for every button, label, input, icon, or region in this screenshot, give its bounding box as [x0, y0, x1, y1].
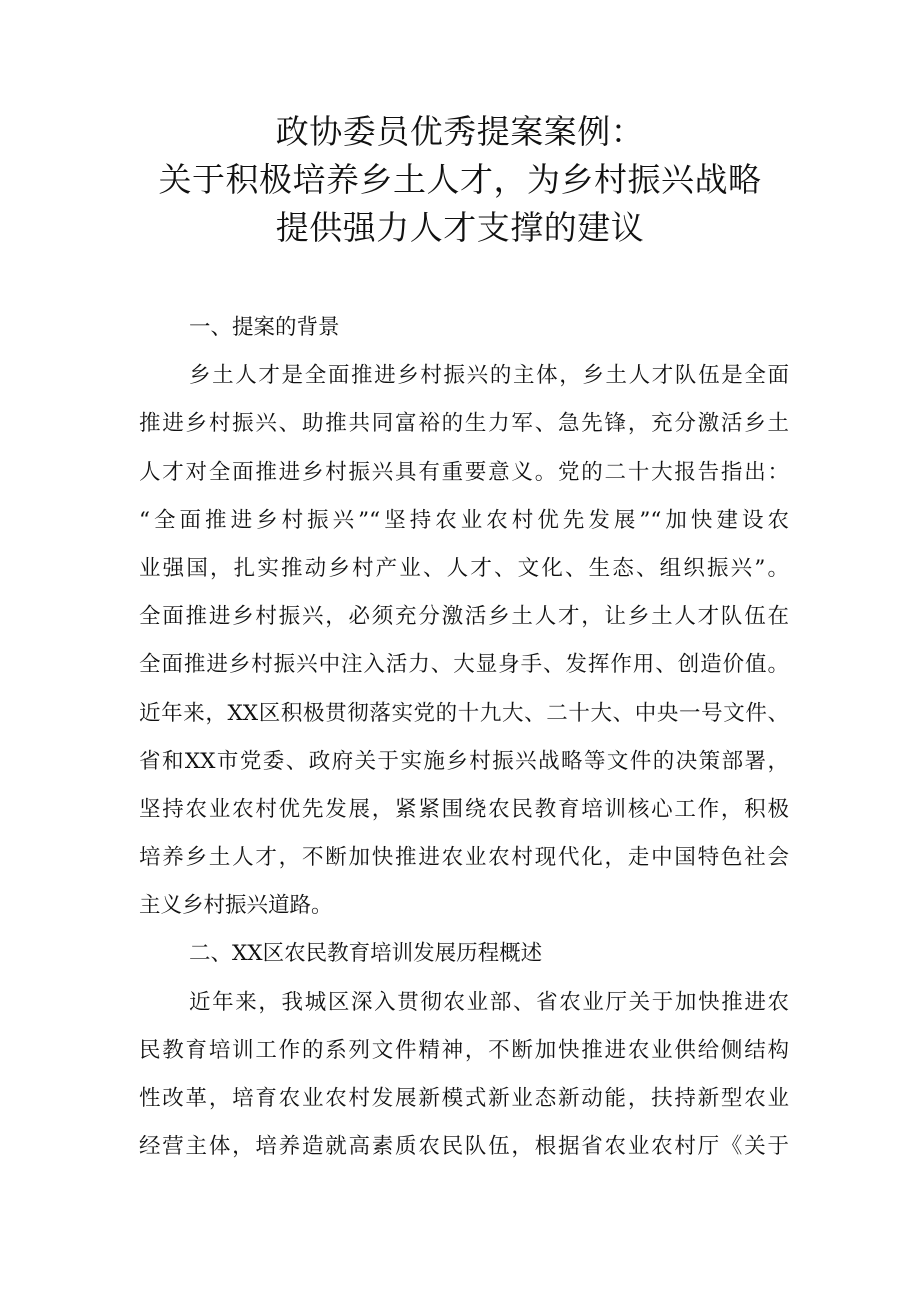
paragraph-line: 全面推进乡村振兴中注入活力、大显身手、发挥作用、创造价值。 [139, 652, 789, 678]
title-line-1: 政协委员优秀提案案例： [275, 112, 645, 151]
paragraph-line: 经营主体，培养造就高素质农民队伍，根据省农业农村厅《关于 [139, 1134, 789, 1160]
paragraph-line: 近年来，我城区深入贯彻农业部、省农业厅关于加快推进农 [189, 989, 789, 1015]
paragraph-line: 培养乡土人才，不断加快推进农业农村现代化，走中国特色社会 [139, 845, 789, 871]
paragraph-line: “全面推进乡村振兴”“坚持农业农村优先发展”“加快建设农 [139, 507, 789, 533]
title-line-2: 关于积极培养乡土人才，为乡村振兴战略 [158, 160, 762, 199]
paragraph-line: 人才对全面推进乡村振兴具有重要意义。党的二十大报告指出： [139, 459, 789, 485]
document-title [100, 108, 820, 252]
paragraph-line: 推进乡村振兴、助推共同富裕的生力军、急先锋，充分激活乡土 [139, 411, 789, 437]
paragraph-line: 性改革，培育农业农村发展新模式新业态新动能，扶持新型农业 [139, 1086, 789, 1111]
paragraph-line: 乡土人才是全面推进乡村振兴的主体，乡土人才队伍是全面 [189, 363, 789, 389]
paragraph-line: 主义乡村振兴道路。 [139, 893, 333, 919]
paragraph-line: 近年来，XX区积极贯彻落实党的十九大、二十大、中央一号文件、 [139, 700, 789, 726]
paragraph-line: 民教育培训工作的系列文件精神，不断加快推进农业供给侧结构 [139, 1037, 789, 1063]
section-heading-history: 二、XX区农民教育培训发展历程概述 [189, 941, 543, 967]
document-body [139, 304, 789, 1171]
paragraph-line: 省和XX市党委、政府关于实施乡村振兴战略等文件的决策部署， [139, 748, 789, 774]
title-line-3: 提供强力人才支撑的建议 [275, 208, 645, 247]
paragraph-line: 全面推进乡村振兴，必须充分激活乡土人才，让乡土人才队伍在 [139, 604, 789, 630]
paragraph-line: 业强国，扎实推动乡村产业、人才、文化、生态、组织振兴”。 [139, 555, 789, 581]
section-heading-background: 一、提案的背景 [189, 315, 340, 340]
paragraph-line: 坚持农业农村优先发展，紧紧围绕农民教育培训核心工作，积极 [139, 796, 789, 822]
